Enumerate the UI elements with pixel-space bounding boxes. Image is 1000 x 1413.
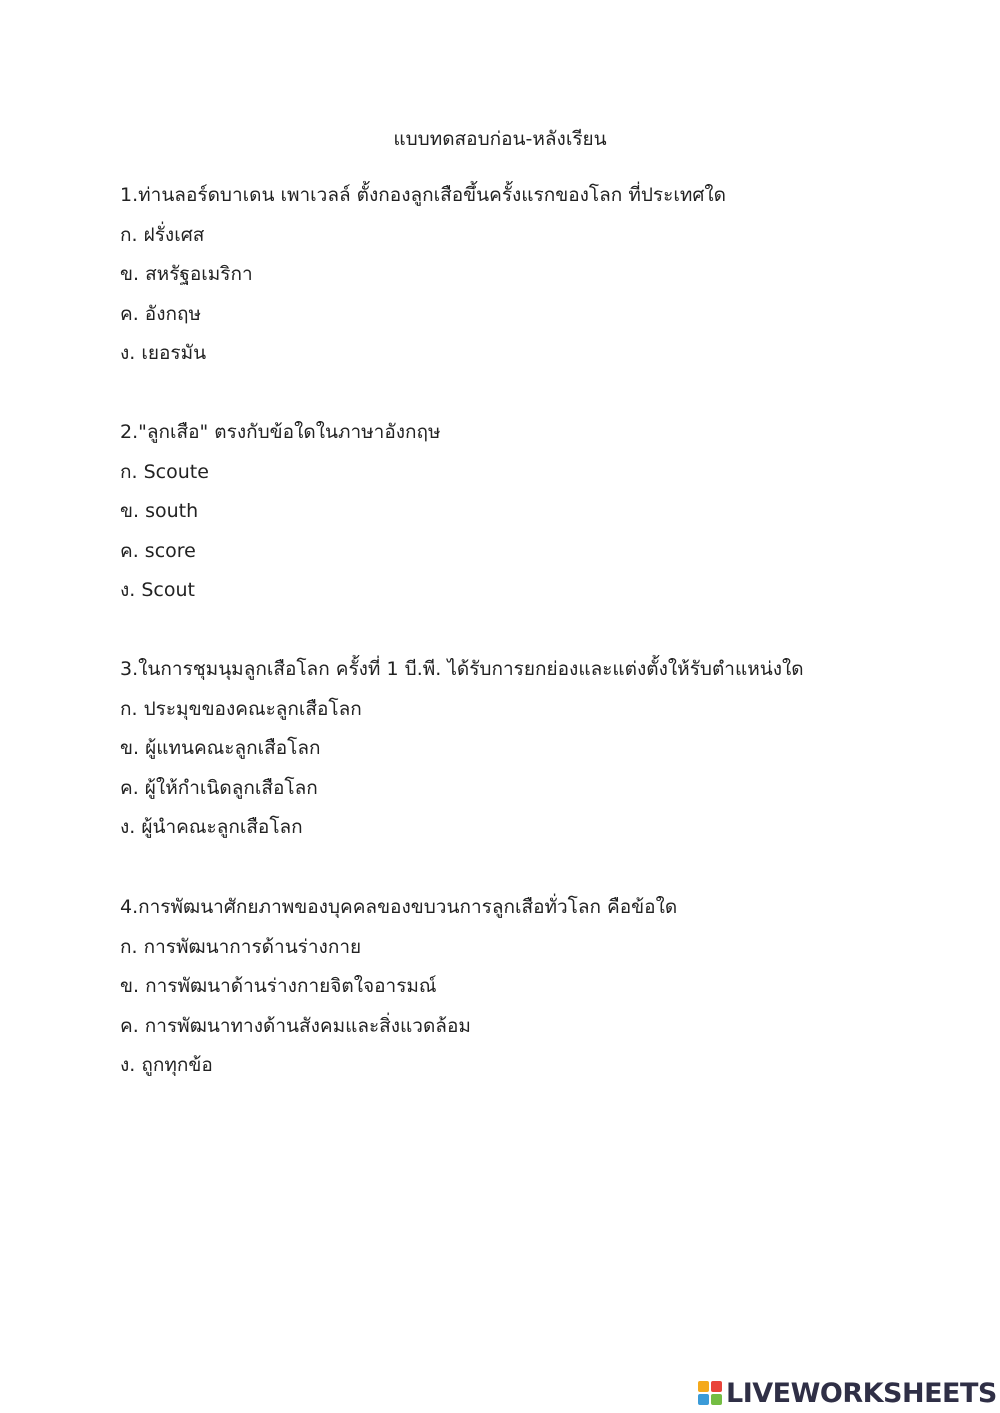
question-1 bbox=[120, 181, 726, 379]
liveworksheets-logo bbox=[698, 1377, 997, 1409]
question-text: 3.ในการชุมนุมลูกเสือโลก ครั้งที่ 1 บี.พี. ได้รับการยกย่องและแต่งตั้งให้รับตำแหน่งใด bbox=[120, 658, 804, 680]
answer-option: ง. ถูกทุกข้อ bbox=[120, 1054, 213, 1076]
answer-option: ง. ผู้นำคณะลูกเสือโลก bbox=[120, 816, 303, 838]
answer-option: ค. ผู้ให้กำเนิดลูกเสือโลก bbox=[120, 776, 318, 799]
answer-option: ง. Scout bbox=[120, 579, 195, 601]
answer-option: ก. ประมุขของคณะลูกเสือโลก bbox=[120, 697, 362, 720]
logo-square bbox=[698, 1394, 709, 1405]
logo-square bbox=[711, 1381, 722, 1392]
logo-square bbox=[711, 1394, 722, 1405]
answer-option: ก. การพัฒนาการด้านร่างกาย bbox=[120, 935, 362, 958]
answer-option: ค. การพัฒนาทางด้านสังคมและสิ่งแวดล้อม bbox=[120, 1014, 471, 1037]
answer-option: ง. เยอรมัน bbox=[120, 342, 207, 364]
question-4 bbox=[120, 893, 677, 1091]
question-3 bbox=[120, 655, 804, 853]
question-text: 1.ท่านลอร์ดบาเดน เพาเวลล์ ตั้งกองลูกเสือขึ้นครั้งแรกของโลก ที่ประเทศใด bbox=[120, 184, 727, 206]
answer-option: ค. อังกฤษ bbox=[120, 302, 202, 325]
liveworksheets-logo-icon bbox=[698, 1381, 722, 1405]
answer-option: ข. สหรัฐอเมริกา bbox=[120, 263, 253, 285]
answer-option: ก. Scoute bbox=[120, 460, 209, 483]
answer-option: ข. การพัฒนาด้านร่างกายจิตใจอารมณ์ bbox=[120, 975, 437, 997]
question-2 bbox=[120, 418, 441, 616]
answer-option: ก. ฝรั่งเศส bbox=[120, 223, 205, 246]
liveworksheets-wordmark: LIVEWORKSHEETS bbox=[726, 1377, 997, 1409]
answer-option: ข. ผู้แทนคณะลูกเสือโลก bbox=[120, 737, 321, 759]
logo-square bbox=[698, 1381, 709, 1392]
answer-option: ข. south bbox=[120, 500, 199, 522]
question-text: 2."ลูกเสือ" ตรงกับข้อใดในภาษาอังกฤษ bbox=[120, 421, 441, 443]
question-text: 4.การพัฒนาศักยภาพของบุคคลของขบวนการลูกเสือทั่วโลก คือข้อใด bbox=[120, 896, 678, 918]
worksheet-title: แบบทดสอบก่อน-หลังเรียน bbox=[393, 128, 607, 150]
answer-option: ค. score bbox=[120, 539, 196, 562]
